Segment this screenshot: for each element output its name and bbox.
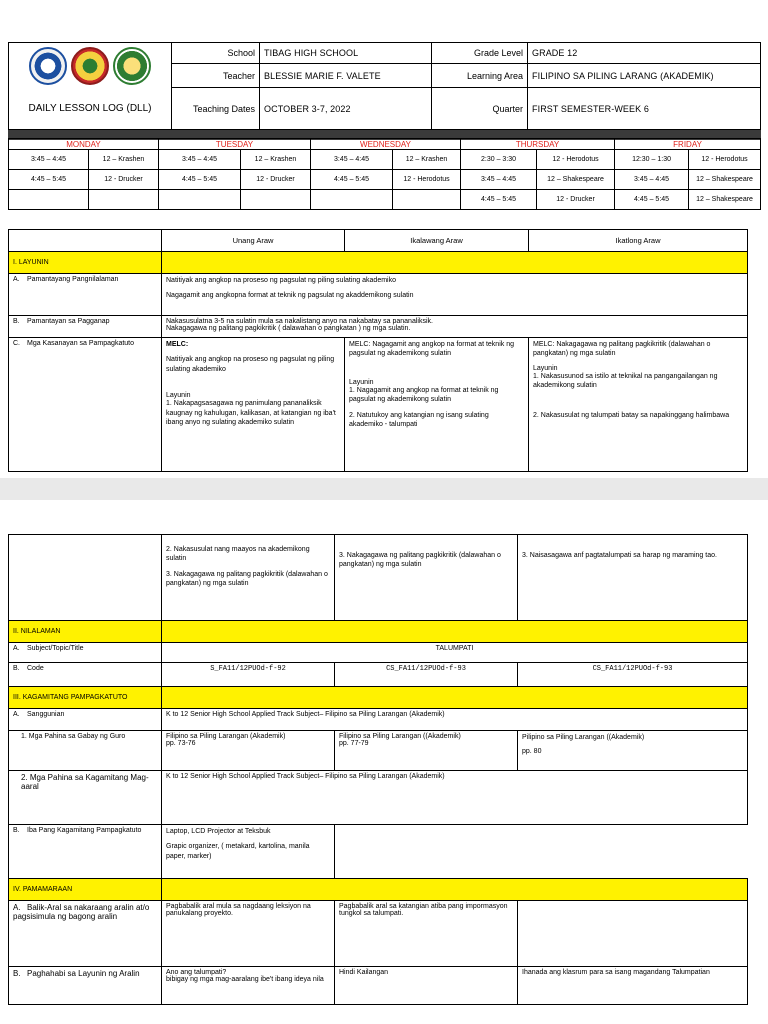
cont-day3: 3. Naisasagawa anf pagtatalumpati sa harap ng maraming tao. bbox=[518, 535, 748, 621]
school-seal-logo bbox=[113, 47, 151, 85]
schedule-cell: 12 – Shakespeare bbox=[537, 170, 615, 190]
cont-day2: 3. Nakagagawa ng palitang pagkikritik (dalawahan o pangkatan) ng mga sulatin bbox=[335, 535, 518, 621]
quarter-value: FIRST SEMESTER-WEEK 6 bbox=[528, 88, 761, 130]
section-kagamitan: III. KAGAMITANG PAMPAGKATUTO bbox=[9, 687, 162, 709]
section-pamamaraan-fill bbox=[162, 879, 748, 901]
schedule-cell: 4:45 – 5:45 bbox=[159, 170, 241, 190]
pamantayan-sa-pagganap-text: Nakasusulatna 3-5 na sulatin mula sa nakalistang anyo na nakabatay sa pananaliksik. Nakagagawa ng palitang pagkikritik ( dalawahan o pangkatan ) ng mga sulatin. bbox=[162, 316, 748, 338]
deped-seal-logo bbox=[29, 47, 67, 85]
col-unang-araw: Unang Araw bbox=[162, 230, 345, 252]
pamantayang-pangnilalaman-text: Natitiyak ang angkop na proseso ng pagsulat ng piling sulating akademiko Nagagamit ang angkopna format at teknik ng pagsulat ng akaddemikong sulatin bbox=[162, 274, 748, 316]
sanggunian-label: A. Sanggunian bbox=[9, 709, 162, 731]
day-monday: MONDAY bbox=[9, 139, 159, 150]
pamantayan-sa-pagganap-label: B. Pamantayan sa Pagganap bbox=[9, 316, 162, 338]
kasanayan-label: C. Mga Kasanayan sa Pampagkatuto bbox=[9, 338, 162, 472]
section-nilalaman-fill bbox=[162, 621, 748, 643]
dll-title: DAILY LESSON LOG (DLL) bbox=[28, 103, 152, 114]
code-label: B. Code bbox=[9, 663, 162, 687]
balik-aral-day1: Pagbabalik aral mula sa nagdaang leksiyon na panukalang proyekto. bbox=[162, 901, 335, 967]
schedule-cell: 4:45 – 5:45 bbox=[9, 170, 89, 190]
grade-level-label: Grade Level bbox=[432, 43, 528, 64]
day-wednesday: WEDNESDAY bbox=[311, 139, 461, 150]
schedule-cell: 12 - Drucker bbox=[537, 190, 615, 210]
schedule-cell: 3:45 – 4:45 bbox=[159, 150, 241, 170]
teacher-label: Teacher bbox=[172, 64, 260, 88]
schedule-row bbox=[9, 190, 761, 210]
paghahabi-day3: Ihanada ang klasrum para sa isang magandang Talumpatian bbox=[518, 967, 748, 1005]
schedule-cell: 4:45 – 5:45 bbox=[311, 170, 393, 190]
lesson-table-continued bbox=[8, 534, 748, 1005]
logo-cell bbox=[9, 43, 172, 130]
empty-cell bbox=[335, 825, 748, 879]
balik-aral-day2: Pagbabalik aral sa katangian atiba pang impormasyon tungkol sa talumpati. bbox=[335, 901, 518, 967]
schedule-cell: 12 - Herodotus bbox=[689, 150, 761, 170]
iba-pang-kagamitan-text: Laptop, LCD Projector at Teksbuk Grapic organizer, ( metakard, kartolina, manila paper, marker) bbox=[162, 825, 335, 879]
schedule-cell: 3:45 – 4:45 bbox=[311, 150, 393, 170]
day-tuesday: TUESDAY bbox=[159, 139, 311, 150]
gabay-day2: Filipino sa Piling Larangan ((Akademik) pp. 77-79 bbox=[335, 731, 518, 771]
paghahabi-day2: Hindi Kailangan bbox=[335, 967, 518, 1005]
schedule-cell: 2:30 – 3:30 bbox=[461, 150, 537, 170]
balik-aral-label: A. Balik-Aral sa nakaraang aralin at/o pagsisimula ng bagong aralin bbox=[9, 901, 162, 967]
grade-level-value: GRADE 12 bbox=[528, 43, 761, 64]
kasanayan-day2: MELC: Nagagamit ang angkop na format at teknik ng pagsulat ng akademikong sulatin Layunin 1. Nagagamit ang angkop na format at teknik ng pagsulat ng akademikong sulatin 2. Natutukoy ang katangian ng isang sulating akademiko - talumpati bbox=[345, 338, 529, 472]
pamantayang-pangnilalaman-label: A. Pamantayang Pangnilalaman bbox=[9, 274, 162, 316]
schedule-cell: 3:45 – 4:45 bbox=[461, 170, 537, 190]
code-day2: CS_FA11/12PUOd-f-93 bbox=[335, 663, 518, 687]
schedule-cell: 12 – Shakespeare bbox=[689, 170, 761, 190]
sanggunian-text: K to 12 Senior High School Applied Track Subject– Filipino sa Piling Larangan (Akademik) bbox=[162, 709, 748, 731]
schedule-cell: 12 – Krashen bbox=[89, 150, 159, 170]
schedule-row bbox=[9, 150, 761, 170]
teacher-value: BLESSIE MARIE F. VALETE bbox=[260, 64, 432, 88]
layunin-table bbox=[8, 229, 748, 472]
schedule-cell: 12 - Herodotus bbox=[537, 150, 615, 170]
page-1 bbox=[0, 0, 768, 478]
section-layunin-fill bbox=[162, 252, 748, 274]
day-thursday: THURSDAY bbox=[461, 139, 615, 150]
schedule-cell: 12 - Herodotus bbox=[393, 170, 461, 190]
iba-pang-kagamitan-label: B. Iba Pang Kagamitang Pampagkatuto bbox=[9, 825, 162, 879]
schedule-table bbox=[8, 138, 761, 210]
schedule-cell: 4:45 – 5:45 bbox=[615, 190, 689, 210]
schedule-cell: 3:45 – 4:45 bbox=[615, 170, 689, 190]
schedule-cell bbox=[241, 190, 311, 210]
blank-header-cell bbox=[9, 230, 162, 252]
school-label: School bbox=[172, 43, 260, 64]
paghahabi-label: B. Paghahabi sa Layunin ng Aralin bbox=[9, 967, 162, 1005]
quarter-label: Quarter bbox=[432, 88, 528, 130]
section-pamamaraan: IV. PAMAMARAAN bbox=[9, 879, 162, 901]
learning-area-value: FILIPINO SA PILING LARANG (AKADEMIK) bbox=[528, 64, 761, 88]
kagamitang-mag-aaral-text: K to 12 Senior High School Applied Track Subject– Filipino sa Piling Larangan (Akademik) bbox=[162, 771, 748, 825]
kasanayan-day3: MELC: Nakagagawa ng palitang pagkikritik (dalawahan o pangkatan) ng mga sulatin Layunin 1. Nakasusunod sa istilo at teknikal na pangangailangan ng akademikong sulatin 2. Nakasusulat ng talumpati batay sa napakinggang halimbawa bbox=[529, 338, 748, 472]
schedule-cell bbox=[311, 190, 393, 210]
schedule-cell: 3:45 – 4:45 bbox=[9, 150, 89, 170]
code-day1: S_FA11/12PUOd-f-92 bbox=[162, 663, 335, 687]
schedule-cell: 12 - Drucker bbox=[241, 170, 311, 190]
paghahabi-day1: Ano ang talumpati? bibigay ng mga mag-aaralang ibe't ibang ideya nila bbox=[162, 967, 335, 1005]
kagamitang-mag-aaral-label: 2. Mga Pahina sa Kagamitang Mag-aaral bbox=[9, 771, 162, 825]
section-nilalaman: II. NILALAMAN bbox=[9, 621, 162, 643]
teaching-dates-value: OCTOBER 3-7, 2022 bbox=[260, 88, 432, 130]
schedule-cell: 12 - Drucker bbox=[89, 170, 159, 190]
teaching-dates-label: Teaching Dates bbox=[172, 88, 260, 130]
schedule-cell: 12 – Shakespeare bbox=[689, 190, 761, 210]
kasanayan-day1: MELC: Natitiyak ang angkop na proseso ng pagsulat ng piling sulating akademiko Layunin 1. Nakapagsasagawa ng panimulang pananaliksik kaugnay ng kahulugan, kalikasan, at katangian ng iba't ibang anyo ng sulating akademiko sulatin bbox=[162, 338, 345, 472]
schedule-cell: 4:45 – 5:45 bbox=[461, 190, 537, 210]
header-table bbox=[8, 42, 761, 140]
day-friday: FRIDAY bbox=[615, 139, 761, 150]
balik-aral-day3 bbox=[518, 901, 748, 967]
schedule-cell: 12:30 – 1:30 bbox=[615, 150, 689, 170]
learning-area-label: Learning Area bbox=[432, 64, 528, 88]
schedule-cell bbox=[159, 190, 241, 210]
col-ikalawang-araw: Ikalawang Araw bbox=[345, 230, 529, 252]
school-value: TIBAG HIGH SCHOOL bbox=[260, 43, 432, 64]
section-layunin: I. LAYUNIN bbox=[9, 252, 162, 274]
division-seal-logo bbox=[71, 47, 109, 85]
gabay-day1: Filipino sa Piling Larangan (Akademik) pp. 73-76 bbox=[162, 731, 335, 771]
col-ikatlong-araw: Ikatlong Araw bbox=[529, 230, 748, 252]
schedule-cell bbox=[89, 190, 159, 210]
schedule-row bbox=[9, 170, 761, 190]
cont-day1: 2. Nakasusulat nang maayos na akademikong sulatin 3. Nakagagawa ng palitang pagkikritik (dalawahan o pangkatan) ng mga sulatin bbox=[162, 535, 335, 621]
schedule-cell bbox=[393, 190, 461, 210]
topic-value: TALUMPATI bbox=[162, 643, 748, 663]
gabay-ng-guro-label: 1. Mga Pahina sa Gabay ng Guro bbox=[9, 731, 162, 771]
schedule-cell: 12 – Krashen bbox=[241, 150, 311, 170]
blank-label-cell bbox=[9, 535, 162, 621]
code-day3: CS_FA11/12PUOd-f-93 bbox=[518, 663, 748, 687]
gabay-day3: Pilipino sa Piling Larangan ((Akademik) pp. 80 bbox=[518, 731, 748, 771]
subject-topic-label: A. Subject/Topic/Title bbox=[9, 643, 162, 663]
section-kagamitan-fill bbox=[162, 687, 748, 709]
schedule-cell bbox=[9, 190, 89, 210]
schedule-cell: 12 – Krashen bbox=[393, 150, 461, 170]
